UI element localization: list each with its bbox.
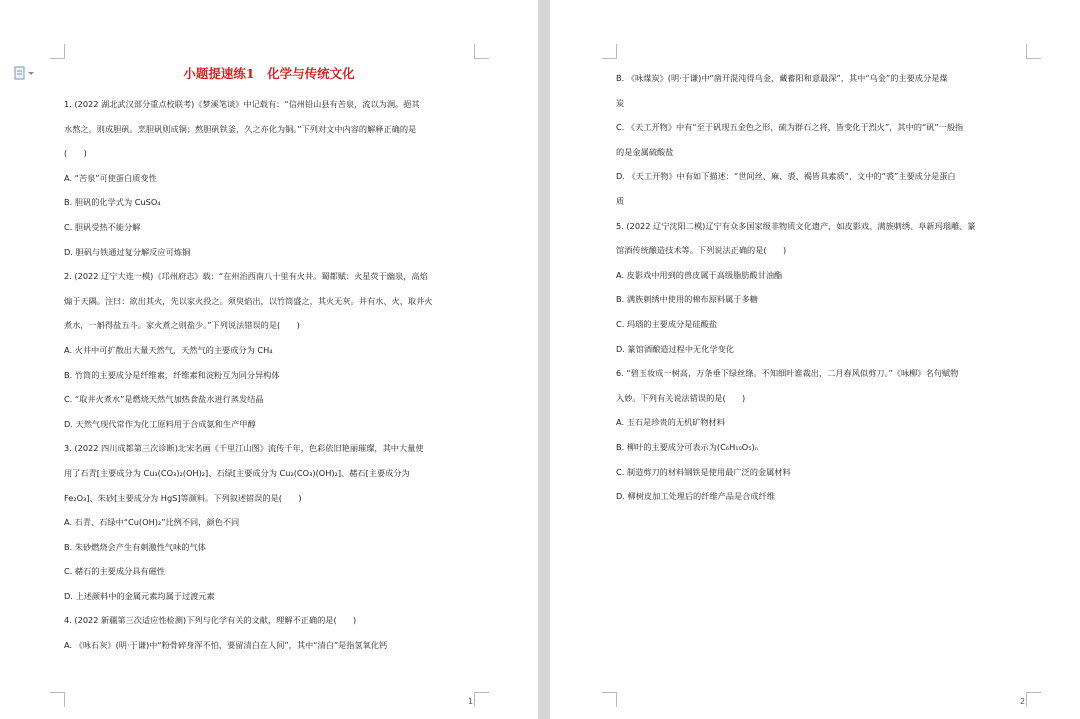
crop-mark-top-right <box>474 44 489 59</box>
text-line: D. 上述颜料中的金属元素均属于过渡元素 <box>64 590 215 601</box>
page-number: 2 <box>1020 697 1026 706</box>
text-line: 煮水，一斛得盐五斗。家火煮之则盐少。”下列说法错误的是( ) <box>64 320 300 331</box>
text-line: B. 竹筒的主要成分是纤维素，纤维素和淀粉互为同分异构体 <box>64 369 280 380</box>
document-page-2 <box>550 0 1080 719</box>
text-line: 炭 <box>616 97 625 108</box>
text-line: B. 《咏煤炭》(明·于谦)中“凿开混沌得乌金，藏蓄阳和意最深”，其中“乌金”的主要成分是煤 <box>616 73 948 83</box>
text-line: 质 <box>616 195 625 206</box>
text-line: 入妙。下列有关说法错误的是( ) <box>616 392 746 403</box>
text-line: C. 玛瑙的主要成分是硅酸盐 <box>616 318 717 329</box>
page-number: 1 <box>468 697 474 706</box>
text-line: B. 朱砂燃烧会产生有刺激性气味的气体 <box>64 541 206 552</box>
crop-mark-top-left <box>602 44 617 59</box>
page-2-paragraphs <box>616 66 1028 509</box>
page-2-content <box>616 66 1028 509</box>
text-line: D. 柳树皮加工处理后的纤维产品是合成纤维 <box>616 491 775 502</box>
text-line: C. “取井火煮水”是燃烧天然气加热食盐水进行蒸发结晶 <box>64 394 264 405</box>
text-line: 的是金属硫酸盐 <box>616 146 674 157</box>
text-line: C. 赭石的主要成分具有磁性 <box>64 566 165 577</box>
text-line: 6. “碧玉妆成一树高，万条垂下绿丝绦。不知细叶谁裁出，二月春风似剪刀。”《咏柳》名句赋物 <box>616 368 959 379</box>
crop-mark-bottom-right <box>474 692 489 707</box>
text-line: D. 篆馆酒酿造过程中无化学变化 <box>616 343 734 354</box>
text-line: 煽于天隅。注曰：欲出其火，先以家火投之。须臾焰出，以竹筒盛之，其火无灰。井有水、火，取井火 <box>64 295 433 306</box>
text-line: D. 胆矾与铁通过复分解反应可炼铜 <box>64 246 191 257</box>
text-line: A. 《咏石灰》(明·于谦)中“粉骨碎身浑不怕，要留清白在人间”，其中“清白”是指氢氧化钙 <box>64 640 388 651</box>
text-line: B. 满族刺绣中使用的棉布原料属于多糖 <box>616 294 758 305</box>
text-line: C. 胆矾受热不能分解 <box>64 221 141 232</box>
text-line: 用了石青[主要成分为 Cu₃(CO₃)₂(OH)₂]、石绿[主要成分为 Cu₂(CO₃)(OH)₂]、赭石[主要成分为 <box>64 467 410 478</box>
text-line: A. 火井中可扩散出大量天然气，天然气的主要成分为 CH₄ <box>64 344 273 355</box>
crop-mark-top-left <box>50 44 65 59</box>
document-page-1 <box>0 0 538 719</box>
text-line: A. 玉石是珍贵的无机矿物材料 <box>616 417 725 428</box>
text-line: D. 《天工开物》中有如下描述：“世间丝、麻、裘、褐皆具素质”，文中的“裘”主要成分是蛋白 <box>616 171 956 182</box>
text-line: 3. (2022 四川成都第三次诊断)北宋名画《千里江山图》流传千年，色彩依旧艳丽璀璨，其中大量使 <box>64 443 424 454</box>
text-line: 2. (2022 辽宁大连一模)《邛州府志》载：“在州治西南八十里有火井。蜀都赋：火星荧于幽泉，高焰 <box>64 271 428 282</box>
text-line: A. “苦泉”可使蛋白质变性 <box>64 172 157 183</box>
text-line: A. 皮影戏中用到的兽皮属于高级脂肪酸甘油酯 <box>616 269 783 280</box>
crop-mark-bottom-left <box>602 692 617 707</box>
text-line: C. 制造剪刀的材料钢铁是使用最广泛的金属材料 <box>616 466 791 477</box>
text-line: 水熬之，则成胆矾。烹胆矾则成铜；熬胆矾铁釜，久之亦化为铜。”下列对文中内容的解释正确的是 <box>64 123 417 134</box>
document-icon[interactable] <box>14 66 36 80</box>
crop-mark-top-right <box>1026 44 1041 59</box>
text-line: A. 石青、石绿中“Cu(OH)₂”比例不同，颜色不同 <box>64 517 240 528</box>
text-line: D. 天然气现代常作为化工原料用于合成氨和生产甲醇 <box>64 418 256 429</box>
page-1-content <box>64 66 474 658</box>
text-line: 馆酒传统酿造技术等。下列说法正确的是( ) <box>616 245 787 256</box>
document-title: 小题提速练1 化学与传统文化 <box>183 66 355 81</box>
text-line: ( ) <box>64 148 87 159</box>
crop-mark-bottom-left <box>50 692 65 707</box>
text-line: B. 胆矾的化学式为 CuSO₄ <box>64 197 161 208</box>
text-line: Fe₂O₃]、朱砂[主要成分为 HgS]等颜料。下列叙述错误的是( ) <box>64 492 302 503</box>
text-line: B. 柳叶的主要成分可表示为(C₆H₁₀O₅)ₙ <box>616 441 758 452</box>
text-line: 1. (2022 湖北武汉部分重点校联考)《梦溪笔谈》中记载有：“信州铅山县有苦泉，流以为涧。挹其 <box>64 99 420 109</box>
crop-mark-bottom-right <box>1026 692 1041 707</box>
text-line: 5. (2022 辽宁沈阳二模)辽宁有众多国家级非物质文化遗产，如皮影戏、满族刺绣、阜新玛瑙雕、篆 <box>616 220 976 231</box>
text-line: 4. (2022 新疆第三次适应性检测)下列与化学有关的文献，理解不正确的是( ) <box>64 615 357 626</box>
text-line: C. 《天工开物》中有“至于矾现五金色之形，硫为群石之将，皆变化于烈火”，其中的“矾”一般指 <box>616 122 964 133</box>
page-1-paragraphs <box>64 92 474 658</box>
